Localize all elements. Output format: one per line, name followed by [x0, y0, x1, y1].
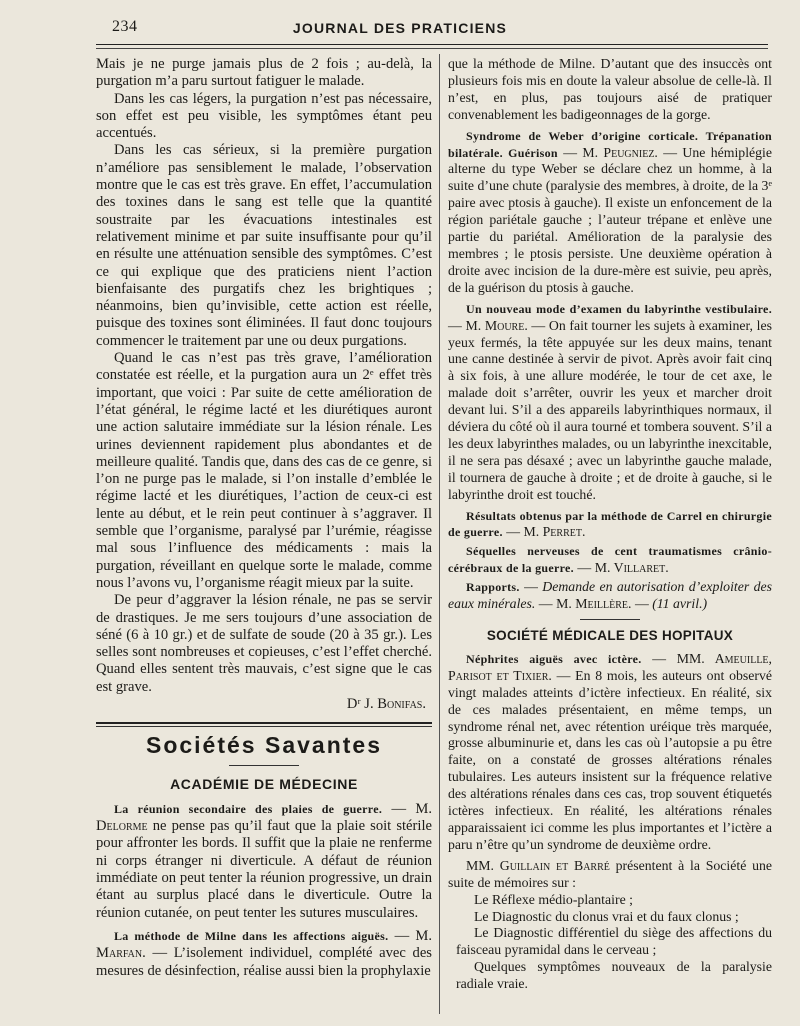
author-signature: Dʳ J. Bonifas.	[346, 695, 426, 712]
title-rule	[229, 765, 299, 766]
item-date: (11 avril.)	[652, 596, 708, 612]
society-item: Un nouveau mode d’examen du labyrinthe vestibulaire. — M. Moure. — On fait tourner les sujets à examiner, les yeux fermés, la tête appuyée sur les deux mains, tenant une canne destinée à servir de pivot. Après avoir fait cinq à six fois, à une allure modérée, le tour de cet axe, le malade doit s’arrêter, ouvrir les yeux et marcher droit devant lui. S’il a des appareils labyrinthiques normaux, il déviera du côté où il aura tourné et tombera souvent. S’il a les deux labyrinthes malades, ou un labyrinthe inexcitable, il ne sera pas désaxé ; avec un labyrinthe gauche malade, il tournera de gauche à droite ; et de droite à gauche, si le labyrinthe droit est touché.	[448, 301, 772, 502]
society-item: Syndrome de Weber d’origine corticale. Trépanation bilatérale. Guérison — M. Peugniez. — Une hémiplégie alterne du type Weber se déclare chez un homme, à la suite d’une chute (paralysie des membres, à droite, de la 3ᵉ paire avec ptosis à gauche). Il existe un enfoncement de la région pariétale gauche ; l’auteur trépane et enlève une partie du pariétal. Amélioration de la paralysie des membres ; le ptosis persiste. Une deuxième opération à droite avec incision de la dure-mère est suivie, peu après, de la guérison du ptosis à gauche.	[448, 128, 773, 295]
item-rubric: Un nouveau mode d’examen du labyrinthe vestibulaire.	[466, 301, 772, 316]
item-author: MM. Guillain et Barré	[466, 857, 610, 873]
paragraph: que la méthode de Milne. D’autant que des insuccès ont plusieurs fois mis en doute la valeur absolue de celle-là. Il n’est, en plus, pas toujours aisé de pratiquer convenablement les badigeonnages de la gorge.	[448, 56, 772, 122]
society-item: La méthode de Milne dans les affections aiguës. — M. Marfan. — L’isolement individuel, complété avec des mesures de désinfection, réalise aussi bien la prophylaxie	[96, 927, 433, 979]
society-item	[448, 858, 772, 892]
item-rubric: Séquelles nerveuses de cent traumatismes crânio-cérébraux de la guerre.	[448, 544, 772, 576]
item-author: M. Villaret.	[594, 560, 669, 576]
society-item: Résultats obtenus par la méthode de Carrel en chirurgie de guerre. — M. Perret.	[448, 508, 772, 540]
item-rubric: Néphrites aiguës avec ictère.	[466, 651, 642, 666]
item-author: M. Peugniez.	[582, 144, 658, 160]
hospital-heading: SOCIÉTÉ MÉDICALE DES HOPITAUX	[486, 628, 734, 643]
society-item: Néphrites aiguës avec ictère. — MM. Ameuille, Parisot et Tixier. — En 8 mois, les auteurs ont observé vingt malades atteints d’ictère infectieux. En réalité, six de ces malades présentaient, en même temps, un syndrome rénal net, avec rétention uréique très marquée, grosse albuminurie et, dans les cas où l’autopsie a pu être faite, on a constaté de grosses altérations rénales tubulaires. Les auteurs insistent sur la fréquence relative des altérations rénales dans ces cas, trop souvent étiquetés ictères infectieux. En réalité, les altérations rénales apparaissaient ici comme les plus importantes et l’ictère a paru n’être qu’un syndrome de deuxième ordre.	[448, 650, 772, 852]
academy-heading: ACADÉMIE DE MÉDECINE	[170, 775, 358, 792]
item-rubric: Résultats obtenus par la méthode de Carrel en chirurgie de guerre.	[448, 508, 772, 540]
item-author: M. Delorme	[96, 800, 432, 835]
paragraph: Dans les cas légers, la purgation n’est pas nécessaire, son effet est peu visible, les symptômes étant peu accentués.	[96, 90, 432, 142]
list-item: Le Réflexe médio-plantaire ;	[474, 891, 633, 907]
paragraph: Mais je ne purge jamais plus de 2 fois ; au-delà, la purgation m’a paru surtout fatiguer le malade.	[96, 56, 432, 90]
list-item: Le Diagnostic du clonus vrai et du faux clonus ;	[474, 908, 739, 924]
item-author: M. Meillère.	[556, 596, 632, 612]
society-item: Séquelles nerveuses de cent traumatismes crânio-cérébraux de la guerre. — M. Villaret.	[448, 544, 772, 576]
item-text: En 8 mois, les auteurs ont observé vingt malades atteints d’ictère infectieux. En réalité, six de ces malades présentaient, en même temps, un syndrome rénal net, avec rétention uréique très marquée, grosse albuminurie et, dans les cas où l’autopsie a pu être faite, on a constaté de grosses altérations rénales tubulaires. Les auteurs insistent sur la fréquence relative des altérations rénales dans ces cas, trop souvent étiquetés ictères infectieux. En réalité, les altérations rénales apparaissaient ici comme les plus importantes et l’ictère a paru n’être qu’un syndrome de deuxième ordre.	[448, 667, 772, 852]
paragraph: Dans les cas sérieux, si la première purgation n’améliore pas sensiblement le malade, l’observation montre que le cas est très grave. En effet, l’accumulation des toxines dans le sang est telle que la quantité soustraite par les évacuations intestinales est relativement minime et par suite insuffisante pour qu’il en résulte une atténuation sensible des symptômes. C’est ce qui explique que des praticiens nient l’action bienfaisante des purgatifs chez les brightiques ; néanmoins, bien qu’invisible, cette action est réelle, puisque des toxines sont éliminées. Il faut donc toujours commencer le traitement par une ou deux purgations.	[96, 142, 432, 349]
list-item: Quelques symptômes nouveaux de la paralysie radiale vraie.	[456, 959, 772, 992]
right-column	[448, 56, 772, 993]
item-text: ne pense pas qu’il faut que la plaie soit stérile pour affronter les bords. Il suffit que la plaie ne renferme ni corps étranger ni diverticule. A défaut de réunion immédiate on peut tenter la réunion progressive, un drain étant au surplus placé dans le diverticule. Outre la réunion cutanée, on peut tenter les sutures musculaires.	[96, 818, 432, 921]
header-rule	[96, 44, 768, 45]
journal-title: JOURNAL DES PRATICIENS	[292, 20, 508, 36]
paragraph: De peur d’aggraver la lésion rénale, ne pas se servir de drastiques. Je me sers toujours d’une association de séné (6 à 10 gr.) et de sulfate de soude (20 à 35 gr.). Les selles sont nombreuses et copieuses, c’est l’effet cherché. Quand elles sentent très mauvais, c’est signe que le cas est grave.	[96, 592, 432, 695]
list-item: Le Diagnostic différentiel du siège des affections du faisceau pyramidal dans le cerveau ;	[456, 925, 772, 958]
item-author: MM. Ameuille, Parisot et Tixier.	[448, 650, 772, 683]
item-author: M. Perret.	[523, 524, 586, 540]
item-rubric: La méthode de Milne dans les affections aiguës.	[114, 928, 389, 943]
item-rubric: Rapports.	[466, 580, 520, 595]
item-author: M. Moure.	[465, 317, 528, 333]
item-text: On fait tourner les sujets à examiner, les yeux fermés, la tête appuyée sur les deux mains, tenant une canne destinée à servir de pivot. Après avoir fait cinq à six fois, à une allure modérée, le tour de cet axe, le malade doit s’arrêter, ouvrir les yeux et marcher droit devant lui. S’il a des appareils labyrinthiques normaux, il déviera du côté où il aura tourné et tombera souvent. S’il a les deux labyrinthes malades, ou un labyrinthe inexcitable, il ne sera pas désaxé ; avec un labyrinthe gauche malade, il tournera de gauche à droite ; et de droite à gauche, si le labyrinthe droit est touché.	[448, 317, 772, 502]
left-column	[96, 56, 432, 980]
paragraph: Quand le cas n’est pas très grave, l’amélioration constatée est réelle, et la purgation aura un 2ᵉ effet très important, que voici : Par suite de cette amélioration de l’état général, le régime lacté et les diurétiques auront une action salutaire immédiate sur la lésion rénale. Les urines deviennent rapidement plus abondantes et de meilleure qualité. Tandis que, dans des cas de ce genre, si l’on ne purge pas le malade, si l’on installe d’emblée le régime lacté et les diurétiques, l’action de ceux-ci est lente au début, et le rein peut continuer à s’aggraver. Il semble que l’organisme, paralysé par l’urémie, réagisse mal sous l’influence des médicaments : mais la purgation, réveillant en quelque sorte le malade, comme nous l’avons vu, l’organisme réagit mieux par la suite.	[96, 350, 432, 591]
item-rubric: La réunion secondaire des plaies de guerre.	[114, 801, 383, 816]
item-author: M. Marfan.	[96, 927, 433, 962]
item-text: Demande en autorisation d’exploiter des eaux minérales.	[448, 579, 772, 612]
section-title: Sociétés Savantes	[145, 732, 382, 759]
memoir-list	[448, 892, 772, 993]
item-rubric: Syndrome de Weber d’origine corticale. Trépanation bilatérale. Guérison	[448, 128, 772, 160]
page-number: 234	[112, 18, 138, 35]
section-rule	[580, 619, 640, 620]
section-rule	[96, 722, 432, 724]
item-text: Une hémiplégie alterne du type Weber se déclare chez un homme, à la suite d’une chute (paralysie des membres, à droite, de la 3ᵉ paire avec ptosis à gauche). Il existe un enfoncement de la région pariétale gauche ; l’auteur trépane et enlève une partie du pariétal. Amélioration de la paralysie des membres ; le ptosis persiste. Une deuxième opération à droite avec incision de la dure-mère est suivie, peu après, de la guérison du ptosis à gauche.	[448, 144, 773, 295]
society-item: Rapports. — Demande en autorisation d’exploiter des eaux minérales. — M. Meillère. — (11 avril.)	[448, 579, 772, 612]
item-text: L’isolement individuel, complété avec des mesures de désinfection, réalise aussi bien la prophylaxie	[96, 945, 432, 979]
item-text: présentent à la Société une suite de mémoires sur :	[448, 857, 772, 890]
column-divider	[439, 54, 440, 1014]
society-item: La réunion secondaire des plaies de guerre. — M. Delorme ne pense pas qu’il faut que la plaie soit stérile pour affronter les bords. Il suffit que la plaie ne renferme ni corps étranger ni diverticule. A défaut de réunion immédiate on peut tenter la réunion progressive, un drain étant au surplus placé dans le diverticule. Outre la réunion cutanée, on peut tenter les sutures musculaires.	[96, 800, 432, 921]
section-rule-thin	[96, 726, 432, 727]
header-rule-thin	[96, 48, 768, 49]
